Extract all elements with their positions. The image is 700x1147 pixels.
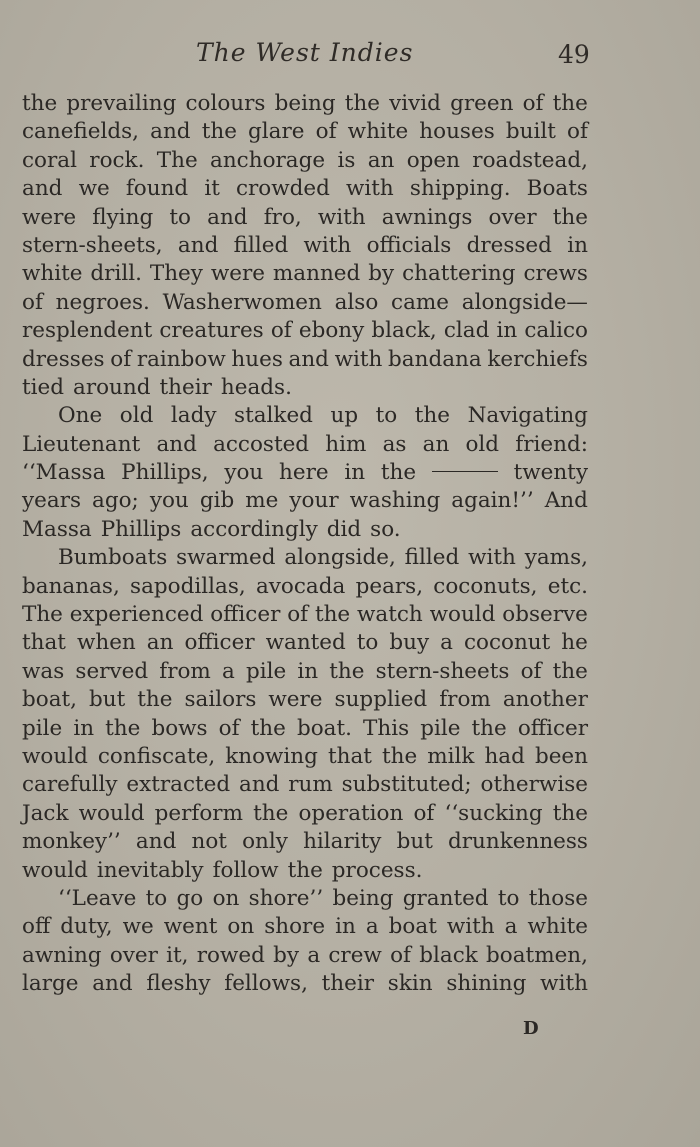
text-line xyxy=(22,913,588,941)
word: when xyxy=(76,630,136,656)
word: pile xyxy=(22,715,63,741)
text-line xyxy=(22,743,588,771)
text-line xyxy=(22,147,588,175)
word: with xyxy=(317,204,366,230)
word: went xyxy=(163,914,218,940)
word: confiscate, xyxy=(97,743,216,769)
word: This xyxy=(363,715,410,741)
word: green xyxy=(450,91,514,116)
word: the xyxy=(552,204,588,230)
word: prevailing xyxy=(66,91,177,116)
word: gib xyxy=(199,488,235,514)
word: from xyxy=(439,687,491,713)
word: chattering xyxy=(402,261,516,287)
word: rowed xyxy=(196,942,265,968)
word: extracted xyxy=(126,772,231,798)
word: we xyxy=(78,176,110,202)
word: would xyxy=(22,743,88,769)
word: operation xyxy=(298,800,404,826)
word: filled xyxy=(404,545,460,571)
word: of xyxy=(413,800,435,826)
word: swarmed xyxy=(176,545,276,571)
word: lady xyxy=(170,403,217,429)
word: process. xyxy=(331,857,423,883)
word: flying xyxy=(92,204,154,230)
word: with xyxy=(303,232,352,258)
word: up xyxy=(330,403,359,429)
word: coconuts, xyxy=(433,573,538,599)
text-line xyxy=(22,402,588,430)
word: and xyxy=(177,232,219,258)
word: sailors xyxy=(184,687,257,713)
text-line xyxy=(22,374,588,402)
word: heads. xyxy=(220,374,292,400)
text-line xyxy=(22,431,588,459)
word: washing xyxy=(349,488,441,514)
word: and xyxy=(22,176,63,202)
word: tied xyxy=(22,374,65,400)
word: manned xyxy=(272,261,361,287)
word: substituted; xyxy=(341,772,472,798)
word: pile xyxy=(420,715,461,741)
word: open xyxy=(406,147,460,173)
word: old xyxy=(119,403,154,429)
word: on xyxy=(212,885,240,911)
word: perform xyxy=(154,800,243,826)
text-line xyxy=(22,118,588,146)
word: duty, xyxy=(60,914,113,940)
word: and xyxy=(135,829,177,855)
word: and xyxy=(239,772,280,798)
word: inevitably xyxy=(96,857,204,883)
word: observe xyxy=(502,602,588,628)
word: shining xyxy=(446,971,527,997)
word: officer xyxy=(184,630,255,656)
word: One xyxy=(58,403,103,429)
word: monkey’’ xyxy=(22,829,121,855)
word: large xyxy=(22,971,79,997)
word: coconut xyxy=(463,630,551,656)
word: boat. xyxy=(296,715,352,741)
word: dresses xyxy=(22,346,105,372)
word: knowing xyxy=(225,743,318,769)
word: we xyxy=(122,914,154,940)
word: is xyxy=(337,147,356,173)
word: milk xyxy=(427,743,475,769)
word: the xyxy=(22,91,58,116)
word: shore’’ xyxy=(248,885,324,911)
word: fellows, xyxy=(224,971,308,997)
word: creatures xyxy=(159,318,264,344)
word: only xyxy=(242,829,288,855)
word: and xyxy=(92,971,133,997)
word: white xyxy=(22,261,83,287)
word: being xyxy=(274,91,336,116)
word: kerchiefs xyxy=(487,346,588,372)
word: those xyxy=(528,885,588,911)
text-line xyxy=(22,260,588,288)
word: awnings xyxy=(381,204,473,230)
word: experienced xyxy=(69,602,204,628)
text-line xyxy=(22,289,588,317)
word: an xyxy=(146,630,174,656)
word: Jack xyxy=(22,800,69,826)
word: were xyxy=(210,261,265,287)
text-line xyxy=(22,573,588,601)
word: white xyxy=(347,119,409,145)
text-line xyxy=(22,232,588,260)
word: The xyxy=(156,147,198,173)
word: Massa xyxy=(22,516,92,542)
word: shore xyxy=(264,914,326,940)
word: and xyxy=(156,431,197,457)
text-line xyxy=(22,317,588,345)
word: of xyxy=(287,602,309,628)
word: been xyxy=(534,743,588,769)
word: their xyxy=(159,374,212,400)
word: fleshy xyxy=(146,971,211,997)
word: stalked xyxy=(234,403,313,429)
word: a xyxy=(504,914,518,940)
word: glare xyxy=(248,119,305,145)
word: their xyxy=(321,971,375,997)
word: boat, xyxy=(22,687,77,713)
word: dressed xyxy=(466,232,552,258)
word: the xyxy=(253,800,289,826)
word: over xyxy=(488,204,537,230)
word: of xyxy=(522,91,544,116)
word: follow xyxy=(212,857,279,883)
word: was xyxy=(22,658,65,684)
word: etc. xyxy=(547,573,588,599)
word: supplied xyxy=(334,687,428,713)
word: go xyxy=(176,885,204,911)
word: colours xyxy=(185,91,266,116)
word: filled xyxy=(233,232,289,258)
word: resplendent xyxy=(22,318,153,344)
word: the xyxy=(287,857,323,883)
word: with xyxy=(334,346,383,372)
text-line xyxy=(22,885,588,913)
word: drill. xyxy=(90,261,142,287)
word: of xyxy=(315,119,337,145)
word: negroes. xyxy=(55,289,150,315)
word: ‘‘Leave xyxy=(58,885,137,911)
word: over xyxy=(109,942,158,968)
word: of xyxy=(567,119,588,145)
word: and xyxy=(288,346,329,372)
word: an xyxy=(367,147,395,173)
word: it, xyxy=(166,942,189,968)
word: vivid xyxy=(389,91,441,116)
word: in xyxy=(344,460,366,486)
word: came xyxy=(391,289,450,315)
word: of xyxy=(390,942,411,968)
word: would xyxy=(22,857,88,883)
word: it xyxy=(204,176,220,202)
word: clad xyxy=(443,318,490,344)
text-line xyxy=(22,857,588,885)
word: did xyxy=(326,516,362,542)
word: rainbow xyxy=(136,346,226,372)
word: a xyxy=(221,658,235,684)
text-line xyxy=(22,828,588,856)
word: watch xyxy=(357,602,423,628)
word: the xyxy=(414,403,451,429)
word: ebony xyxy=(298,318,365,344)
word: alongside, xyxy=(284,545,396,571)
word: Washerwomen xyxy=(162,289,322,315)
word: would xyxy=(429,602,496,628)
word: the xyxy=(250,715,286,741)
word: white xyxy=(527,914,588,940)
word: would xyxy=(78,800,145,826)
word: off xyxy=(22,914,51,940)
word: coral xyxy=(22,147,77,173)
text-line xyxy=(22,970,588,998)
word: a xyxy=(440,630,453,656)
text-line xyxy=(22,601,588,629)
word: not xyxy=(191,829,227,855)
word: from xyxy=(159,658,211,684)
word: calico xyxy=(524,318,588,344)
word: that xyxy=(327,743,372,769)
word: accosted xyxy=(213,431,310,457)
word: Lieutenant xyxy=(22,431,141,457)
word: ‘‘sucking xyxy=(444,800,543,826)
word: the xyxy=(381,743,418,769)
word: but xyxy=(89,687,126,713)
word: of xyxy=(520,658,542,684)
word: so. xyxy=(370,516,401,542)
word: but xyxy=(396,829,433,855)
word: the xyxy=(471,715,507,741)
word: a xyxy=(307,942,321,968)
word: granted xyxy=(402,885,489,911)
word: stern-sheets xyxy=(375,658,510,684)
text-line xyxy=(22,346,588,374)
word: the xyxy=(201,119,237,145)
page-header xyxy=(0,38,700,74)
text-line xyxy=(22,175,588,203)
word: with xyxy=(446,914,495,940)
word: Phillips xyxy=(100,516,182,542)
word: officials xyxy=(366,232,452,258)
word: the xyxy=(552,800,588,826)
word: to xyxy=(145,885,168,911)
text-line xyxy=(22,204,588,232)
word: in xyxy=(496,318,518,344)
word: and xyxy=(150,119,191,145)
word: your xyxy=(289,488,339,514)
word: boat xyxy=(388,914,437,940)
text-line xyxy=(22,629,588,657)
word: in xyxy=(567,232,588,258)
word: by xyxy=(273,942,300,968)
word: here xyxy=(279,460,329,486)
text-line xyxy=(22,686,588,714)
word: of xyxy=(218,715,240,741)
word: black xyxy=(419,942,478,968)
word: fro, xyxy=(263,204,302,230)
word: houses xyxy=(419,119,495,145)
word: being xyxy=(332,885,394,911)
word: accordingly xyxy=(190,516,318,542)
word: Navigating xyxy=(467,403,588,429)
word: with xyxy=(540,971,588,997)
word: bows xyxy=(151,715,208,741)
word: were xyxy=(268,687,323,713)
text-line xyxy=(22,459,588,487)
text-line xyxy=(22,942,588,970)
word: you xyxy=(224,460,264,486)
word: They xyxy=(149,261,203,287)
word: the xyxy=(344,91,380,116)
word: to xyxy=(497,885,520,911)
body-text xyxy=(22,90,588,999)
text-line xyxy=(22,516,588,544)
word: crew xyxy=(328,942,382,968)
text-line xyxy=(22,771,588,799)
word: by xyxy=(368,261,395,287)
text-line xyxy=(22,715,588,743)
word: him xyxy=(325,431,367,457)
word: me xyxy=(245,488,279,514)
word: awning xyxy=(22,942,102,968)
word: And xyxy=(544,488,588,514)
word: he xyxy=(561,630,588,656)
word: Boats xyxy=(526,176,588,202)
word: of xyxy=(110,346,132,372)
word: the xyxy=(552,658,588,684)
word: again!’’ xyxy=(451,488,534,514)
word: also xyxy=(334,289,379,315)
word: in xyxy=(73,715,95,741)
word: hues xyxy=(231,346,283,372)
word: the xyxy=(552,91,588,116)
word: the xyxy=(380,460,417,486)
word: boatmen, xyxy=(486,942,588,968)
word: black, xyxy=(371,318,437,344)
word: served xyxy=(75,658,149,684)
word: twenty xyxy=(513,460,588,486)
word: pears, xyxy=(355,573,424,599)
word: shipping. xyxy=(409,176,511,202)
word: to xyxy=(375,403,398,429)
word: wanted xyxy=(265,630,346,656)
word: hilarity xyxy=(303,829,382,855)
word: an xyxy=(422,431,450,457)
word: drunkenness xyxy=(448,829,588,855)
word: that xyxy=(22,630,66,656)
word: bandana xyxy=(388,346,482,372)
word: buy xyxy=(389,630,430,656)
running-title: The West Indies xyxy=(196,38,414,67)
word: ago; xyxy=(92,488,139,514)
omitted-name-dash xyxy=(432,471,498,472)
word: otherwise xyxy=(480,772,588,798)
signature-mark: D xyxy=(523,1018,539,1039)
text-line xyxy=(22,800,588,828)
word: friend: xyxy=(515,431,588,457)
word: roadstead, xyxy=(472,147,588,173)
word: with xyxy=(346,176,394,202)
word: yams, xyxy=(524,545,588,571)
word: built xyxy=(505,119,556,145)
word: to xyxy=(356,630,379,656)
word: the xyxy=(329,658,365,684)
word: alongside— xyxy=(461,289,588,315)
text-line xyxy=(22,544,588,572)
word: Phillips, xyxy=(121,460,209,486)
word: anchorage xyxy=(210,147,326,173)
word: a xyxy=(365,914,379,940)
word: The xyxy=(22,602,63,628)
text-line xyxy=(22,658,588,686)
word: pile xyxy=(245,658,287,684)
word: carefully xyxy=(22,772,118,798)
word: you xyxy=(149,488,189,514)
word: crowded xyxy=(235,176,330,202)
word: bananas, xyxy=(22,573,120,599)
word: with xyxy=(468,545,516,571)
word: the xyxy=(137,687,173,713)
word: skin xyxy=(387,971,433,997)
word: rock. xyxy=(89,147,145,173)
word: the xyxy=(314,602,351,628)
word: officer xyxy=(210,602,281,628)
word: stern-sheets, xyxy=(22,232,163,258)
word: officer xyxy=(517,715,588,741)
page-number: 49 xyxy=(558,40,590,69)
word: around xyxy=(73,374,151,400)
word: as xyxy=(382,431,407,457)
text-line xyxy=(22,487,588,515)
word: another xyxy=(502,687,588,713)
word: and xyxy=(207,204,248,230)
word: in xyxy=(335,914,356,940)
word: Bumboats xyxy=(58,545,168,571)
word: of xyxy=(22,289,43,315)
word: had xyxy=(484,743,525,769)
word: years xyxy=(22,488,81,514)
word: on xyxy=(227,914,255,940)
word: in xyxy=(297,658,319,684)
word: crews xyxy=(523,261,588,287)
word: rum xyxy=(288,772,333,798)
word: sapodillas, xyxy=(130,573,246,599)
word: found xyxy=(125,176,189,202)
word: old xyxy=(465,431,500,457)
word: ‘‘Massa xyxy=(22,460,106,486)
text-line xyxy=(22,90,588,118)
word: of xyxy=(270,318,292,344)
word: the xyxy=(105,715,141,741)
word: to xyxy=(169,204,191,230)
word: avocada xyxy=(255,573,346,599)
word: canefields, xyxy=(22,119,140,145)
word: were xyxy=(22,204,77,230)
